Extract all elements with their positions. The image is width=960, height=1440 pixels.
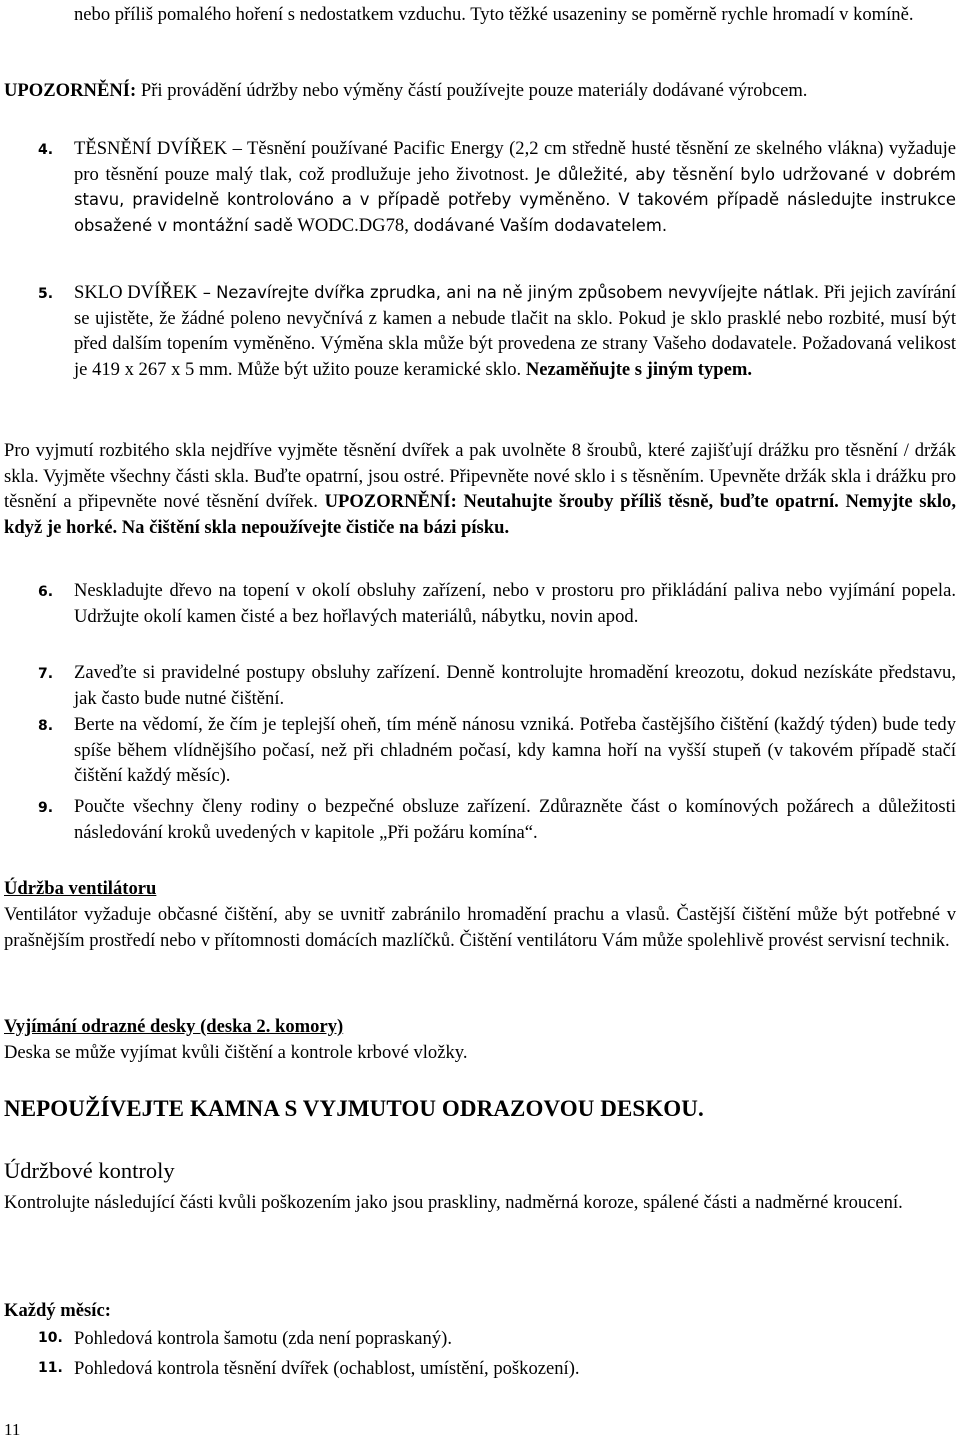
item-10-number: 10.	[38, 1330, 63, 1346]
warning-paragraph: UPOZORNĚNÍ: Při provádění údržby nebo výměny částí používejte pouze materiály dodávané výrobcem.	[4, 80, 808, 101]
fan-heading: Údržba ventilátoru	[4, 878, 157, 899]
caution-heading: NEPOUŽÍVEJTE KAMNA S VYJMUTOU ODRAZOVOU DESKOU.	[4, 1096, 704, 1121]
item-6-number: 6.	[38, 584, 54, 600]
item-5-text: SKLO DVÍŘEK – Nezavírejte dvířka zprudka, ani na ně jiným způsobem nevyvíjejte nátlak. Při jejich zavírání se ujistěte, že žádné poleno nevyčnívá z kamen a nebude tlačit na sklo. Pokud je sklo prasklé nebo rozbité, musí být před dalším topením vyměněno. Výměna skla může být provedena ze strany Vašeho dodavatele. Požadovaná velikost je 419 x 267 x 5 mm. Může být užito pouze keramické sklo. Nezaměňujte s jiným typem.	[74, 282, 957, 380]
item-8-number: 8.	[38, 718, 54, 734]
item-9-number: 9.	[38, 800, 54, 816]
glass-type-warning: Nezaměňujte s jiným typem.	[525, 358, 753, 380]
item-4-number: 4.	[38, 142, 54, 158]
item-7-text: Zaveďte si pravidelné postupy obsluhy zařízení. Denně kontrolujte hromadění kreozotu, dokud nezískáte představu, jak často bude nutné čištění.	[74, 662, 956, 709]
warning-label: UPOZORNĚNÍ:	[4, 80, 137, 101]
checks-heading: Údržbové kontroly	[4, 1158, 175, 1183]
item-10-text: Pohledová kontrola šamotu (zda není popraskaný).	[74, 1328, 452, 1349]
item-11-number: 11.	[38, 1360, 63, 1376]
intro-paragraph: nebo příliš pomalého hoření s nedostatkem vzduchu. Tyto těžké usazeniny se poměrně rychle hromadí v komíně.	[74, 4, 914, 25]
monthly-heading: Každý měsíc:	[4, 1300, 111, 1321]
item-9-text: Poučte všechny členy rodiny o bezpečné obsluze zařízení. Zdůrazněte část o komínových požárech a důležitosti následování kroků uvedených v kapitole „Při požáru komína“.	[74, 796, 956, 843]
page-number: 11	[4, 1420, 21, 1439]
fan-paragraph: Ventilátor vyžaduje občasné čištění, aby se uvnitř zabránilo hromadění prachu a vlasů. Častější čištění může být potřebné v prašnějším prostředí nebo v přítomnosti domácích mazlíčků. Čištění ventilátoru Vám může spolehlivě provést servisní technik.	[4, 904, 956, 951]
baffle-heading: Vyjímání odrazné desky (deska 2. komory)	[4, 1016, 344, 1037]
baffle-paragraph: Deska se může vyjímat kvůli čištění a kontrole krbové vložky.	[4, 1042, 468, 1063]
item-8-text: Berte na vědomí, že čím je teplejší oheň, tím méně nánosu vzniká. Potřeba častějšího čištění (každý týden) bude tedy spíše během vlídnějšího počasí, než při chladném počasí, kdy kamna hoří na vyšší stupeň (v takovém případě stačí čištění každý měsíc).	[74, 714, 956, 786]
checks-paragraph: Kontrolujte následující části kvůli poškozením jako jsou praskliny, nadměrná koroze, spálené části a nadměrné kroucení.	[4, 1192, 903, 1213]
glass-warning: UPOZORNĚNÍ: Neutahujte šrouby příliš těsně, buďte opatrní. Nemyjte sklo, když je horké. Na čištění skla nepoužívejte čističe na bázi písku.	[4, 491, 956, 538]
glass-removal-paragraph: Pro vyjmutí rozbitého skla nejdříve vyjměte těsnění dvířek a pak uvolněte 8 šroubů, které zajišťují drážku pro těsnění / držák skla. Vyjměte všechny části skla. Buďte opatrní, jsou ostré. Připevněte nové sklo i s těsněním. Upevněte držák skla i drážku pro těsnění a připevněte nové těsnění dvířek. UPOZORNĚNÍ: Neutahujte šrouby příliš těsně, buďte opatrní. Nemyjte sklo, když je horké. Na čištění skla nepoužívejte čističe na bázi písku.	[4, 440, 956, 538]
item-6-text: Neskladujte dřevo na topení v okolí obsluhy zařízení, nebo v prostoru pro přikládání paliva nebo vyjímání popela. Udržujte okolí kamen čisté a bez hořlavých materiálů, nábytku, novin apod.	[74, 580, 956, 627]
item-7-number: 7.	[38, 666, 54, 682]
item-11-text: Pohledová kontrola těsnění dvířek (ochablost, umístění, poškození).	[74, 1358, 580, 1379]
item-5-number: 5.	[38, 286, 54, 302]
item-4-text: TĚSNĚNÍ DVÍŘEK – Těsnění používané Pacific Energy (2,2 cm středně husté těsnění ze skelného vlákna) vyžaduje pro těsnění pouze malý tlak, což prodlužuje jeho životnost. Je důležité, aby těsnění bylo udržované v dobrém stavu, pravidelně kontrolováno a v případě potřeby vyměněno. V takovém případě následujte instrukce obsažené v montážní sadě WODC.DG78, dodávané Vaším dodavatelem.	[74, 138, 956, 236]
